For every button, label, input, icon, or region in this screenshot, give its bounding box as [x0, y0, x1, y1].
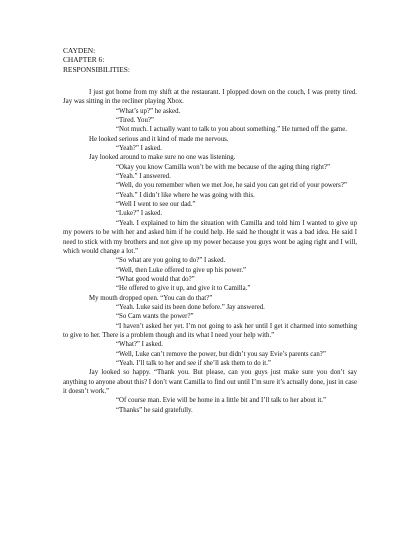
paragraph: “Well, Luke can’t remove the power, but didn’t you say Evie’s parents can?”	[116, 350, 326, 358]
paragraph: “Yeah. Luke said its been done before.” Jay answered.	[116, 303, 265, 311]
paragraph: “Okay you know Camilla won’t be with me because of the aging thing right?”	[116, 163, 331, 171]
paragraph: “Of course man. Evie will be home in a little bit and I’ll talk to her about it.”	[116, 397, 327, 405]
paragraph: “So Cam wants the power?”	[116, 313, 194, 321]
paragraph: “Well, then Luke offered to give up his power.”	[116, 266, 247, 274]
paragraph: “Yeah?” I asked.	[116, 145, 162, 153]
document-body	[63, 88, 357, 415]
paragraph: “Yeah. I explained to him the situation with Camilla and told him I wanted to give up my powers to be with her and asked him if he could help. He said he thought it was a bad idea. He said I need to stick with my brothers and not give up my power because you guys wont be aging right and I will, which would change a lot.”	[63, 219, 357, 255]
paragraph: I just got home from my shift at the restaurant. I plopped down on the couch, I was pretty tired. Jay was sitting in the recliner playing Xbox.	[63, 89, 357, 106]
paragraph: My mouth dropped open. “You can do that?”	[89, 294, 213, 302]
paragraph: “What?” I asked.	[116, 341, 163, 349]
paragraph: “Yeah.” I answered.	[116, 173, 171, 181]
paragraph: “Thanks” he said gratefully.	[116, 406, 193, 414]
paragraph: “He offered to give it up, and give it to Camilla.”	[116, 285, 251, 293]
paragraph: Jay looked so happy. “Thank you. But please, can you guys just make sure you don’t say anything to anyone about this? I don’t want Camilla to find out until I’m sure it’s actually done, just in case it doesn’t work.”	[63, 369, 357, 395]
heading-line: CAYDEN:	[63, 46, 96, 55]
paragraph: “Well, do you remember when we met Joe, he said you can get rid of your powers?”	[116, 182, 347, 190]
paragraph: “I haven’t asked her yet. I’m not going to ask her until I get it charmed into something to give to her. There is a problem though and its what I need your help with.”	[63, 322, 357, 339]
paragraph: “Tired. You?”	[116, 117, 154, 125]
paragraph: “Yeah. I’ll talk to her and see if she’ll ask them to do it.”	[116, 359, 271, 367]
paragraph: Jay looked around to make sure no one was listening.	[89, 154, 236, 162]
heading-line: CHAPTER 6:	[63, 55, 105, 65]
paragraph: “What’s up?” he asked.	[116, 107, 181, 115]
paragraph: “Yeah.” I didn’t like where he was going with this.	[116, 191, 255, 199]
paragraph: He looked serious and it kind of made me nervous.	[89, 135, 229, 143]
paragraph: “Not much. I actually want to talk to you about something.” He turned off the game.	[116, 126, 347, 134]
chapter-heading	[63, 46, 130, 74]
heading-line: RESPONSIBILITIES:	[63, 64, 130, 74]
paragraph: “So what are you going to do?” I asked.	[116, 257, 226, 265]
paragraph: “What good would that do?”	[116, 275, 195, 283]
paragraph: “Luke?” I asked.	[116, 210, 163, 218]
paragraph: “Well I went to see our dad.”	[116, 201, 196, 209]
